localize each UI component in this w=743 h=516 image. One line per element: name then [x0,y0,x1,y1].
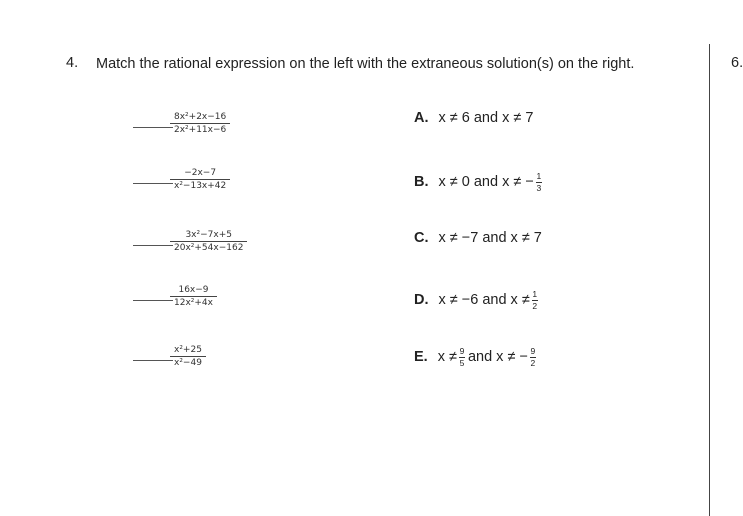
rational-expression [170,168,230,191]
fraction-denominator: 5 [459,358,465,368]
numerator: 8x²+2x−16 [174,112,227,122]
answer-blank[interactable] [133,300,173,301]
fraction-numerator: 1 [536,171,542,181]
column-divider [709,44,710,516]
choice-c [414,230,542,246]
choice-letter: A. [414,110,429,126]
fraction-numerator: 9 [530,346,536,356]
inline-fraction [532,290,538,311]
choice-letter: D. [414,291,429,308]
inline-fraction [530,347,536,368]
numerator: −2x−7 [184,168,217,178]
rational-expression [170,112,230,135]
answer-blank[interactable] [133,127,173,128]
fraction-denominator: 2 [532,301,538,311]
choice-text: x ≠ −6 and x ≠ [438,291,530,308]
choice-a [414,110,533,126]
question-text: Match the rational expression on the left with the extraneous solution(s) on the right. [96,56,635,72]
question-number: 4. [66,55,79,71]
denominator: x²−13x+42 [174,181,227,191]
choice-text: x ≠ 6 and x ≠ 7 [438,110,534,126]
rational-expression [170,345,206,368]
rational-expression [170,285,217,308]
answer-blank[interactable] [133,183,173,184]
choice-e [414,346,536,367]
fraction-numerator: 1 [532,289,538,299]
answer-blank[interactable] [133,245,173,246]
choice-d [414,289,538,310]
denominator: 12x²+4x [174,298,213,308]
inline-fraction [536,172,542,193]
inline-fraction [459,347,465,368]
choice-text-middle: and x ≠ − [467,348,528,365]
rational-expression [170,230,247,253]
fraction-denominator: 3 [536,183,542,193]
denominator: 2x²+11x−6 [174,125,227,135]
fraction-denominator: 2 [530,358,536,368]
denominator: 20x²+54x−162 [174,243,244,253]
choice-b [414,171,542,192]
choice-text: x ≠ −7 and x ≠ 7 [438,230,542,246]
fraction-numerator: 9 [459,346,465,356]
choice-text: x ≠ 0 and x ≠ − [438,173,534,190]
numerator: 3x²−7x+5 [185,230,232,240]
denominator: x²−49 [174,358,202,368]
numerator: 16x−9 [178,285,209,295]
choice-letter: B. [414,173,429,190]
choice-letter: E. [414,348,428,365]
choice-text: x ≠ [437,348,457,365]
next-question-number: 6. [731,55,743,71]
choice-letter: C. [414,230,429,246]
numerator: x²+25 [174,345,202,355]
answer-blank[interactable] [133,360,173,361]
